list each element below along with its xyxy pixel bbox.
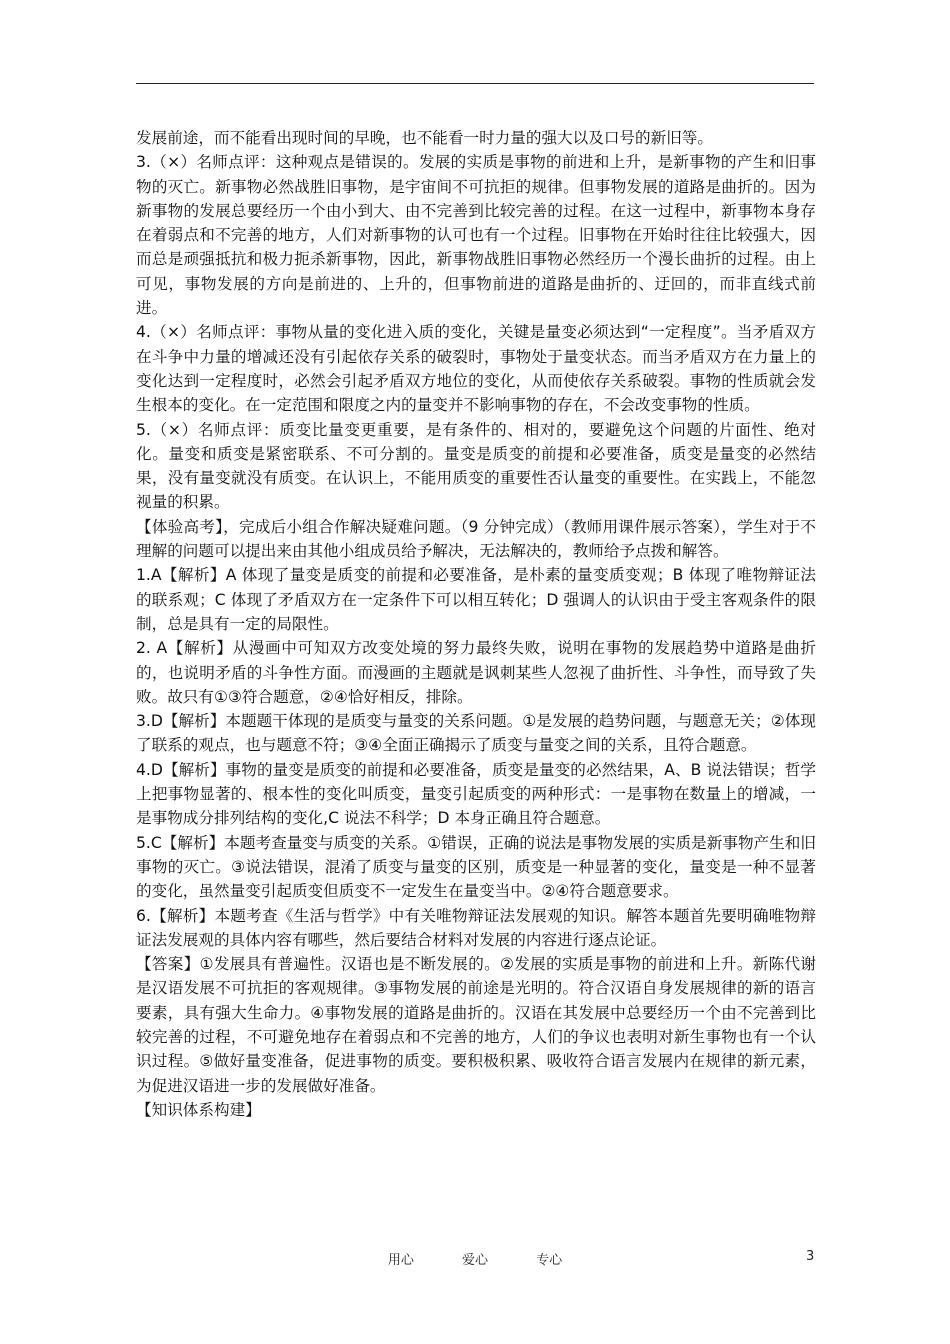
header-rule (136, 83, 814, 84)
paragraph-continuation: 发展前途，而不能看出现时间的早晚，也不能看一时力量的强大以及口号的新旧等。 (136, 129, 713, 147)
paragraph-answer-6-analysis: 6.【解析】本题考查《生活与哲学》中有关唯物辩证法发展观的知识。解答本题首先要明确唯物辩证法发展观的具体内容有哪些，然后要结合材料对发展的内容进行逐点论证。 (136, 906, 816, 949)
paragraph-answer-6-answer: 【答案】①发展具有普遍性。汉语也是不断发展的。②发展的实质是事物的前进和上升。新陈代谢是汉语发展不可抗拒的客观规律。③事物发展的前途是光明的。符合汉语自身发展规律的新的语言要素，具有强大生命力。④事物发展的道路是曲折的。汉语在其发展中总要经历一个由不完善到比较完善的过程，不可避免地存在着弱点和不完善的地方，人们的争议也表明对新生事物也有一个认识过程。⑤做好量变准备，促进事物的质变。要积极积累、吸收符合语言发展内在规律的新元素，为促进汉语进一步的发展做好准备。 (136, 955, 816, 1095)
paragraph-item-5: 5.（×）名师点评：质变比量变更重要，是有条件的、相对的，要避免这个问题的片面性、绝对化。量变和质变是紧密联系、不可分割的。量变是质变的前提和必要准备，质变是量变的必然结果，没有量变就没有质变。在认识上，不能用质变的重要性否认量变的重要性。在实践上，不能忽视量的积累。 (136, 420, 816, 512)
paragraph-item-4: 4.（×）名师点评：事物从量的变化进入质的变化，关键是量变必须达到“一定程度”。当矛盾双方在斗争中力量的增减还没有引起依存关系的破裂时，事物处于量变状态。而当矛盾双方在力量上的变化达到一定程度时，必然会引起矛盾双方地位的变化，从而使依存关系破裂。事物的性质就会发生根本的变化。在一定范围和限度之内的量变并不影响事物的存在，不会改变事物的性质。 (136, 323, 816, 415)
page-number: 3 (806, 1249, 815, 1264)
paragraph-item-3: 3.（×）名师点评：这种观点是错误的。发展的实质是事物的前进和上升，是新事物的产生和旧事物的灭亡。新事物必然战胜旧事物，是宇宙间不可抗拒的规律。但事物发展的道路是曲折的。因为新事物的发展总要经历一个由小到大、由不完善到比较完善的过程。在这一过程中，新事物本身存在着弱点和不完善的地方，人们对新事物的认可也有一个过程。旧事物在开始时往往比较强大，因而总是顽强抵抗和极力扼杀新事物，因此，新事物战胜旧事物必然经历一个漫长曲折的过程。由上可见，事物发展的方向是前进的、上升的，但事物前进的道路是曲折的、迂回的，而非直线式前进。 (136, 153, 816, 318)
section-heading-knowledge-system: 【知识体系构建】 (136, 1100, 261, 1119)
paragraph-answer-4: 4.D【解析】事物的量变是质变的前提和必要准备，质变是量变的必然结果，A、B 说法错误；哲学上把事物显著的、根本性的变化叫质变，量变引起质变的两种形式：一是事物在数量上的增减，一是事物成分排列结构的变化,C 说法不科学；D 本身正确且符合题意。 (136, 760, 816, 828)
paragraph-answer-2: 2. A【解析】从漫画中可知双方改变处境的努力最终失败，说明在事物的发展趋势中道路是曲折的，也说明矛盾的斗争性方面。而漫画的主题就是讽刺某些人忽视了曲折性、斗争性，而导致了失败。故只有①③符合题意，②④恰好相反，排除。 (136, 639, 816, 706)
document-body (136, 126, 816, 1122)
paragraph-answer-5: 5.C【解析】本题考查量变与质变的关系。①错误，正确的说法是事物发展的实质是新事物产生和旧事物的灭亡。③说法错误，混淆了质变与量变的区别，质变是一种显著的变化，量变是一种不显著的变化，虽然量变引起质变但质变不一定发生在量变当中。②④符合题意要求。 (136, 833, 816, 901)
footer-item-yongxin: 用心 (387, 1253, 414, 1268)
paragraph-answer-3: 3.D【解析】本题题干体现的是质变与量变的关系问题。①是发展的趋势问题，与题意无关；②体现了联系的观点，也与题意不符；③④全面正确揭示了质变与量变之间的关系，且符合题意。 (136, 712, 816, 755)
footer-item-aixin: 爱心 (461, 1253, 488, 1268)
paragraph-experience-exam: 【体验高考】，完成后小组合作解决疑难问题。（9 分钟完成）（教师用课件展示答案），学生对于不理解的问题可以提出来由其他小组成员给予解决，无法解决的，教师给予点拨和解答。 (136, 517, 816, 561)
paragraph-answer-1: 1.A【解析】A 体现了量变是质变的前提和必要准备，是朴素的量变质变观；B 体现了唯物辩证法的联系观；C 体现了矛盾双方在一定条件下可以相互转化；D 强调人的认识由于受主客观条件的限制，总是具有一定的局限性。 (136, 566, 816, 633)
footer-item-zhuanxin: 专心 (536, 1253, 563, 1268)
